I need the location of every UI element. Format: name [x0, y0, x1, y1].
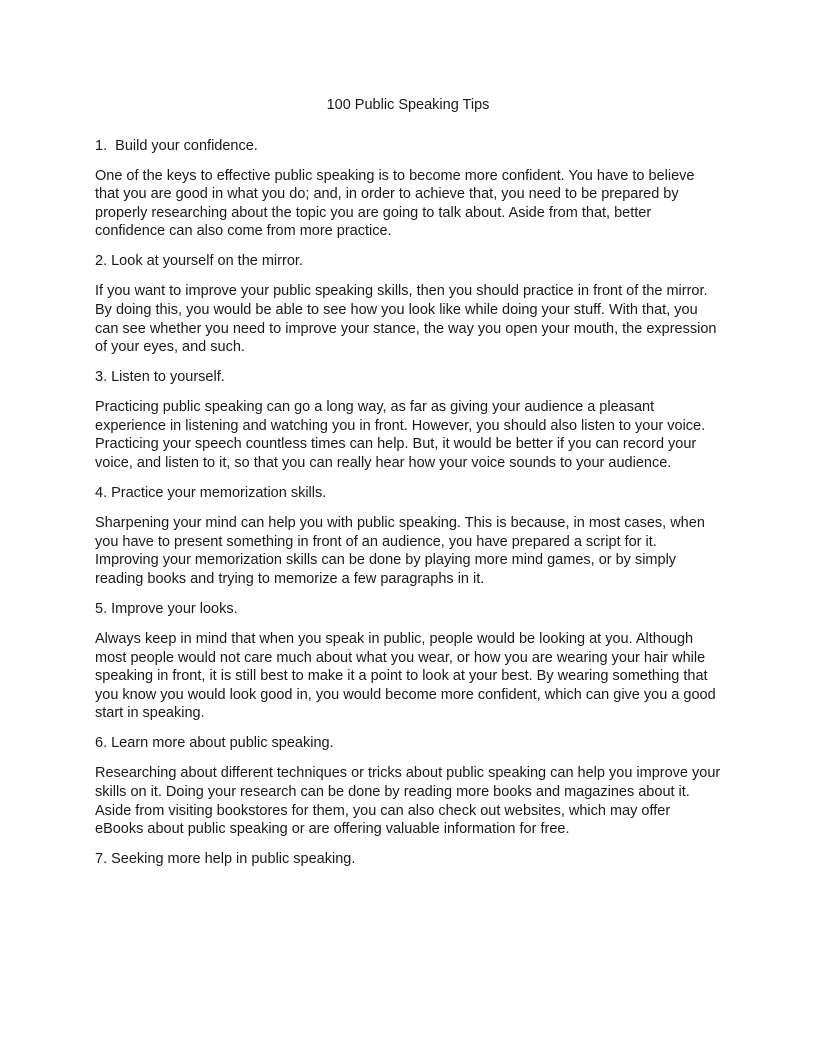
section-1: [95, 137, 721, 241]
section-heading: 3. Listen to yourself.: [95, 369, 225, 386]
section-4: [95, 484, 721, 588]
section-paragraph: One of the keys to effective public speaking is to become more confident. You have to believe that you are good in what you do; and, in order to achieve that, you need to be prepared by properly researching about the topic you are going to talk about. Aside from that, better confidence can also come from more practice.: [95, 167, 695, 240]
section-2: [95, 252, 721, 356]
section-paragraph: If you want to improve your public speaking skills, then you should practice in front of the mirror. By doing this, you would be able to see how you look like while doing your stuff. With that, you can see whether you need to improve your stance, the way you open your mouth, the expression of your eyes, and such.: [95, 283, 717, 356]
section-heading: 5. Improve your looks.: [95, 601, 238, 617]
section-paragraph: Sharpening your mind can help you with public speaking. This is because, in most cases, when you have to present something in front of an audience, you have prepared a script for it. Improving your memorization skills can be done by playing more mind games, or by simply reading books and trying to memorize a few paragraphs in it.: [95, 515, 705, 587]
section-heading: 1. Build your confidence.: [95, 137, 258, 154]
section-heading: 2. Look at yourself on the mirror.: [95, 253, 303, 270]
document-body: [95, 96, 721, 869]
section-paragraph: Always keep in mind that when you speak in public, people would be looking at you. Although most people would not care much about what you wear, or how you are wearing your hair while speaking in front, it is still best to make it a point to look at your best. By wearing something that you know you would look good in, you would become more confident, which can give you a good start in speaking.: [95, 631, 716, 722]
section-5: [95, 600, 721, 723]
section-paragraph: Researching about different techniques or tricks about public speaking can help you improve your skills on it. Doing your research can be done by reading more books and magazines about it. Aside from visiting bookstores for them, you can also check out websites, which may offer eBooks about public speaking or are offering valuable information for free.: [95, 765, 721, 838]
section-3: [95, 368, 721, 472]
section-heading: 4. Practice your memorization skills.: [95, 485, 327, 502]
section-paragraph: Practicing public speaking can go a long way, as far as giving your audience a pleasant experience in listening and watching you in front. However, you should also listen to your voice. Practicing your speech countless times can help. But, it would be better if you can record your voice, and listen to it, so that you can really hear how your voice sounds to your audience.: [95, 399, 706, 472]
section-heading: 7. Seeking more help in public speaking.: [95, 851, 356, 868]
section-6: [95, 734, 721, 838]
section-heading: 6. Learn more about public speaking.: [95, 735, 334, 752]
page-title: 100 Public Speaking Tips: [326, 97, 490, 113]
section-7: [95, 850, 721, 869]
